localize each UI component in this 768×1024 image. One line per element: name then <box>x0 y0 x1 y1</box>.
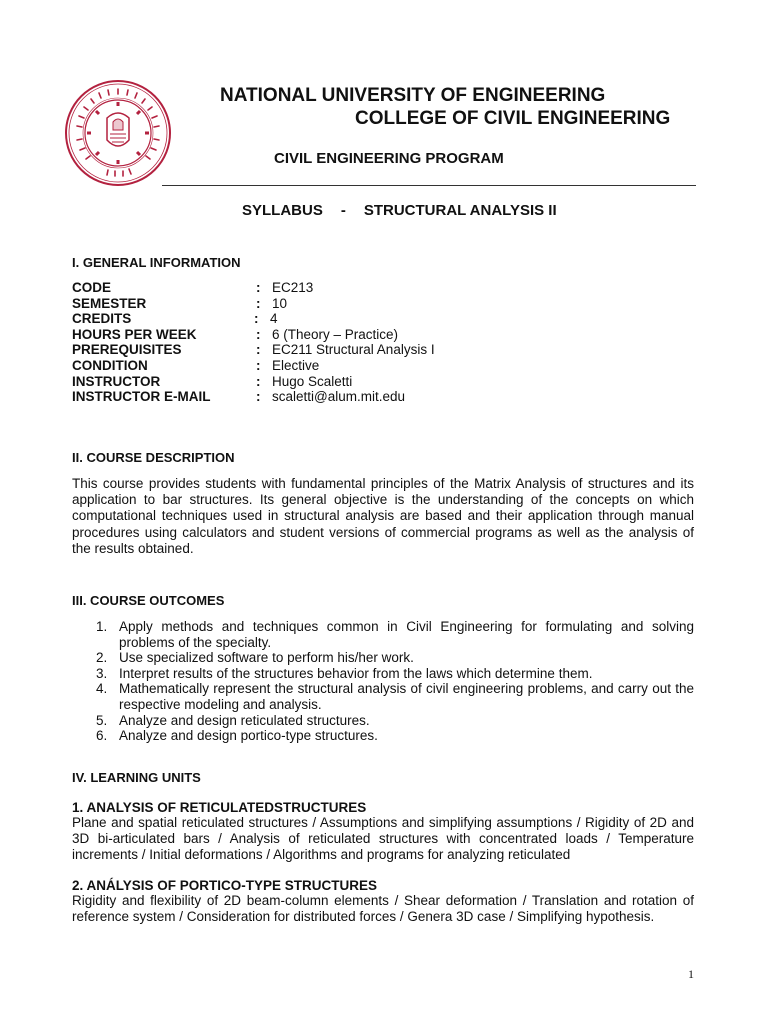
info-key: CODE <box>72 280 112 295</box>
info-colon: : <box>256 280 261 295</box>
info-value: 6 (Theory – Practice) <box>272 326 399 342</box>
course-title: STRUCTURAL ANALYSIS II <box>363 202 557 219</box>
info-colon: : <box>256 295 261 311</box>
info-colon: : <box>254 311 259 327</box>
list-item <box>96 650 694 666</box>
learning-units-heading: IV. LEARNING UNITS <box>72 770 201 785</box>
page-number: 1 <box>688 967 694 981</box>
program-name: CIVIL ENGINEERING PROGRAM <box>274 150 504 167</box>
info-key: INSTRUCTOR E-MAIL <box>72 389 211 405</box>
list-item-text: Analyze and design portico-type structures. <box>119 728 378 744</box>
info-value: Elective <box>272 357 320 373</box>
unit-1-title: 1. ANALYSIS OF RETICULATEDSTRUCTURES <box>72 800 367 815</box>
list-item <box>96 713 694 729</box>
list-item-text: Use specialized software to perform his/her work. <box>119 650 414 666</box>
unit-2-body <box>72 893 694 925</box>
list-item-number: 2. <box>96 650 108 666</box>
list-item-text: Interpret results of the structures behavior from the laws which determine them. <box>119 665 593 681</box>
info-value: 10 <box>272 295 288 311</box>
list-item <box>96 666 694 682</box>
info-colon: : <box>256 342 261 358</box>
info-colon: : <box>256 326 261 342</box>
unit-2-title: 2. ANÁLYSIS OF PORTICO-TYPE STRUCTURES <box>72 878 378 893</box>
course-description-heading: II. COURSE DESCRIPTION <box>72 450 235 465</box>
header-divider <box>162 185 696 186</box>
info-colon: : <box>256 357 261 373</box>
info-key: CONDITION <box>72 357 148 373</box>
university-name: NATIONAL UNIVERSITY OF ENGINEERING <box>220 85 606 106</box>
info-key: INSTRUCTOR <box>72 373 161 389</box>
title-separator: - <box>340 202 346 219</box>
list-item-number: 1. <box>96 619 108 634</box>
list-item-number: 5. <box>96 712 108 728</box>
college-name: COLLEGE OF CIVIL ENGINEERING <box>355 108 671 129</box>
list-item-number: 3. <box>96 665 108 681</box>
info-key: CREDITS <box>72 311 132 327</box>
unit-2-text: Rigidity and flexibility of 2D beam-column elements / Shear deformation / Translation and rotation of reference system / Consideration for distributed forces / Genera 3D case / Simplifying hypothesis. <box>72 893 694 925</box>
info-key: SEMESTER <box>72 295 147 311</box>
list-item-text: Apply methods and techniques common in Civil Engineering for formulating and solving problems of the specialty. <box>119 619 694 650</box>
info-value: EC211 Structural Analysis I <box>272 342 435 358</box>
course-description-paragraph: This course provides students with fundamental principles of the Matrix Analysis of structures and its application to bar structures. Its general objective is the understanding of the concepts on which computational techniques used in structural analysis are based and their application through manual procedures using calculators and student versions of commercial programs as well as the analysis of the results obtained. <box>72 476 694 556</box>
info-colon: : <box>256 373 261 389</box>
university-seal-icon <box>63 78 173 188</box>
syllabus-title <box>242 202 557 219</box>
info-value: Hugo Scaletti <box>272 373 353 389</box>
syllabus-label: SYLLABUS <box>242 202 323 219</box>
course-outcomes-heading: III. COURSE OUTCOMES <box>72 593 225 608</box>
list-item-text: Mathematically represent the structural analysis of civil engineering problems, and carry out the respective modeling and analysis. <box>119 681 694 712</box>
unit-1-body <box>72 815 694 864</box>
unit-1-text: Plane and spatial reticulated structures / Assumptions and simplifying assumptions / Rigidity of 2D and 3D bi-articulated bars / Analysis of reticulated structures with concentrated loads / Temperature increments / Initial deformations / Algorithms and programs for analyzing reticulated <box>72 815 694 863</box>
info-value: EC213 <box>272 280 314 295</box>
info-key: HOURS PER WEEK <box>72 326 197 342</box>
course-description-text <box>72 476 694 557</box>
instructor-email: scaletti@alum.mit.edu <box>272 389 406 405</box>
list-item <box>96 728 694 744</box>
info-key: PREREQUISITES <box>72 342 182 358</box>
list-item-number: 6. <box>96 728 108 744</box>
course-outcomes-list <box>96 619 694 744</box>
info-colon: : <box>256 389 261 405</box>
list-item <box>96 681 694 712</box>
list-item-number: 4. <box>96 681 108 697</box>
list-item <box>96 619 694 650</box>
list-item-text: Analyze and design reticulated structures. <box>119 712 370 728</box>
info-value: 4 <box>270 311 278 327</box>
general-info-heading: I. GENERAL INFORMATION <box>72 255 241 270</box>
